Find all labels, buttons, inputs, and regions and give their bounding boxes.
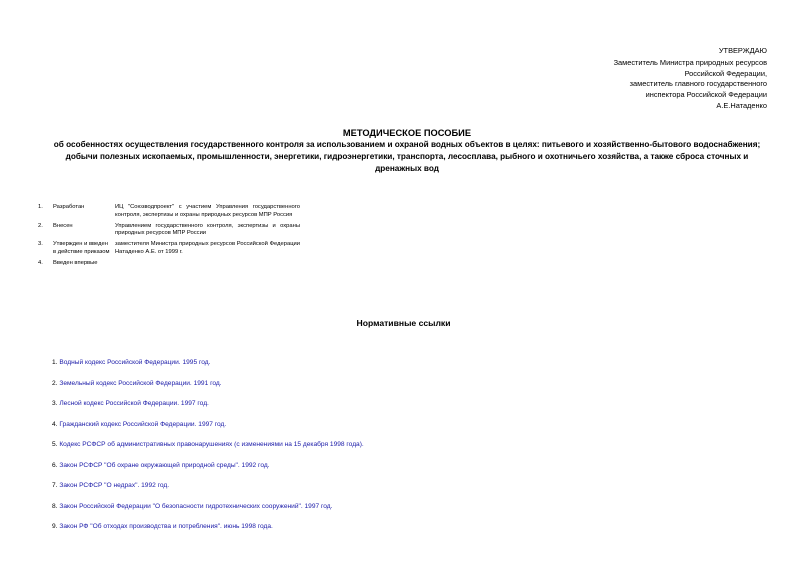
approval-signatory: А.Е.Натаденко (716, 100, 767, 110)
meta-value: ИЦ "Союзводпроект" с участием Управления государственного контроля, экспертизы и охраны природных ресурсов МПР Россия (115, 204, 300, 218)
reference-number: 9. (52, 523, 58, 530)
reference-link[interactable]: Земельный кодекс Российской Федерации. 1991 год. (59, 379, 222, 387)
approval-heading: УТВЕРЖДАЮ (718, 46, 767, 55)
reference-number: 8. (52, 502, 58, 510)
meta-label: Утвержден и введен в действие приказом (53, 241, 110, 255)
reference-item (52, 502, 772, 523)
meta-row (38, 204, 300, 220)
reference-number: 7. (52, 482, 58, 489)
reference-item (52, 358, 772, 379)
reference-number: 3. (52, 400, 58, 407)
document-title-block (52, 127, 762, 176)
reference-number: 4. (52, 420, 58, 428)
reference-item (52, 522, 772, 543)
reference-item (52, 379, 772, 400)
approval-line: инспектора Российской Федерации (645, 90, 767, 100)
meta-number: 1. (38, 204, 43, 210)
reference-link[interactable]: Гражданский кодекс Российской Федерации. 1997 год. (59, 420, 227, 428)
meta-label: Введен впервые (53, 259, 98, 266)
reference-item (52, 440, 772, 461)
approval-line: заместитель главного государственного (629, 79, 767, 89)
meta-value: Управлением государственного контроля, экспертизы и охраны природных ресурсов МПР России (115, 222, 300, 237)
meta-row (38, 241, 300, 257)
reference-link[interactable]: Закон Российской Федерации "О безопасности гидротехнических сооружений". 1997 год. (59, 502, 333, 510)
reference-link[interactable]: Закон РСФСР "Об охране окружающей природной среды". 1992 год. (59, 461, 270, 469)
approval-line: Заместитель Министра природных ресурсов (613, 57, 767, 67)
reference-link[interactable]: Лесной кодекс Российской Федерации. 1997 год. (59, 400, 209, 407)
approval-line: Российской Федерации, (684, 68, 767, 78)
document-subtitle: об особенностях осуществления государственного контроля за использованием и охраной водных объектов в целях: питьевого и хозяйственно-бытового водоснабжения; добычи полезных ископаемых, промышленности, энергетики, гидроэнергетики, транспорта, лесосплава, рыбного и охотничьего хозяйства, а также сброса сточных и дренажных вод (53, 140, 761, 174)
reference-item (52, 481, 772, 502)
meta-number: 4. (38, 259, 43, 266)
reference-number: 2. (52, 379, 58, 387)
meta-number: 3. (38, 241, 43, 248)
reference-number: 5. (52, 441, 58, 448)
reference-link[interactable]: Закон РФ "Об отходах производства и потребления". июнь 1998 года. (59, 523, 273, 530)
meta-label: Разработан (53, 204, 85, 210)
document-title: МЕТОДИЧЕСКОЕ ПОСОБИЕ (342, 128, 472, 138)
meta-number: 2. (38, 222, 43, 229)
meta-row (38, 223, 300, 239)
reference-link[interactable]: Кодекс РСФСР об административных правонарушениях (с изменениями на 15 декабря 1998 года). (59, 441, 364, 448)
reference-item (52, 461, 772, 482)
reference-item (52, 399, 772, 420)
reference-number: 6. (52, 461, 58, 469)
meta-value (115, 260, 300, 268)
document-meta (38, 204, 300, 271)
meta-row (38, 260, 300, 268)
references-list (52, 358, 772, 543)
reference-item (52, 420, 772, 441)
meta-value: заместителя Министра природных ресурсов Российской Федерации Натаденко А.Е. от 1999 г. (115, 241, 300, 255)
reference-number: 1. (52, 359, 58, 366)
approval-block (507, 46, 767, 112)
reference-link[interactable]: Закон РСФСР "О недрах". 1992 год. (59, 482, 170, 489)
meta-label: Внесен (53, 222, 73, 229)
reference-link[interactable]: Водный кодекс Российской Федерации. 1995 год. (59, 359, 211, 366)
references-heading: Нормативные ссылки (356, 318, 451, 328)
